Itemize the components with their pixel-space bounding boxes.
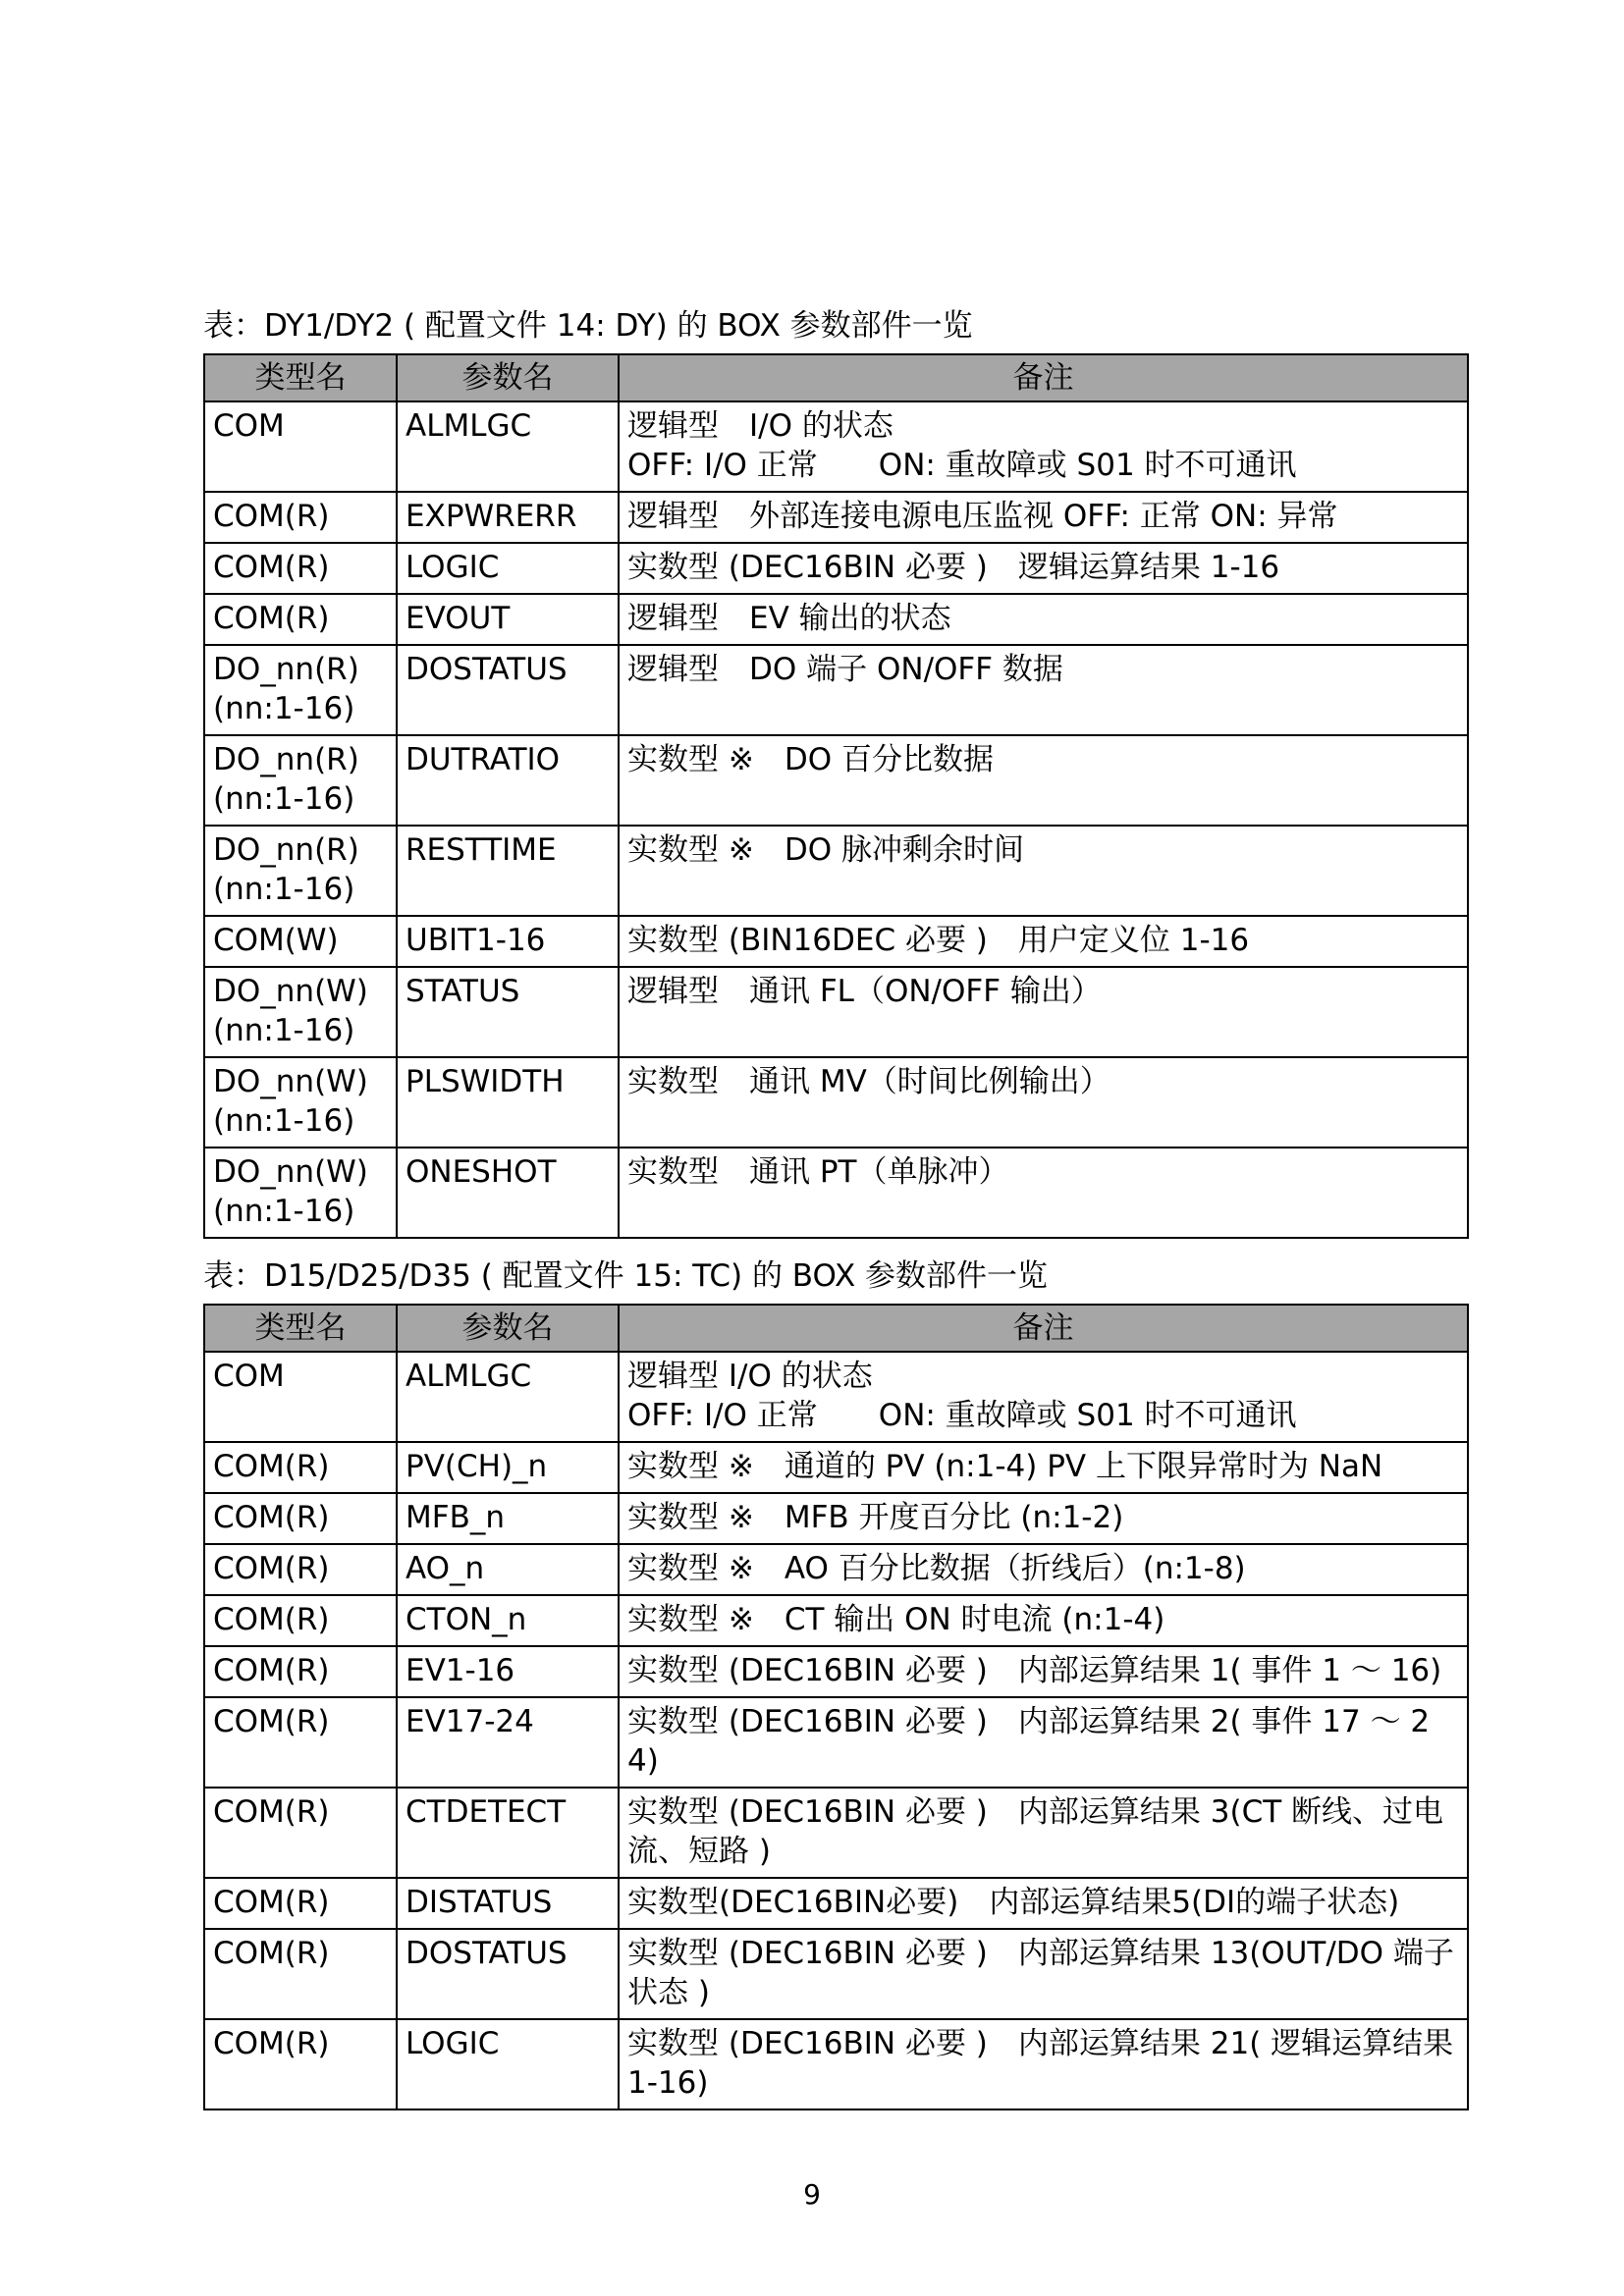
type-name-cell-text-line2: (nn:1-16) [213,1194,355,1229]
type-name-cell-text: COM(R) [213,1794,330,1830]
type-name-cell [204,1148,397,1238]
table-row [204,1788,1468,1878]
remarks-cell-text: 逻辑型 EV 输出的状态 [627,601,951,636]
remarks-cell-text-line2: OFF: I/O 正常 ON: 重故障或 S01 时不可通讯 [627,448,1297,483]
type-name-cell-text: COM(R) [213,1653,330,1688]
remarks-cell-text: 实数型 (DEC16BIN 必要 ) 内部运算结果 21( 逻辑运算结果 1-16) [627,2026,1464,2101]
type-name-cell-text: DO_nn(W) [213,974,368,1009]
param-name-cell-text: PV(CH)_n [406,1449,548,1484]
type-name-cell [204,1544,397,1595]
type-name-cell-text: COM(R) [213,550,330,585]
table-row [204,401,1468,492]
type-name-cell-text: DO_nn(R) [213,832,359,868]
param-name-cell [397,1878,619,1929]
table-row [204,967,1468,1057]
remarks-cell [619,735,1468,826]
remarks-cell [619,1595,1468,1646]
remarks-cell-text: 逻辑型 外部连接电源电压监视 OFF: 正常 ON: 异常 [627,499,1338,534]
param-name-cell [397,1929,619,2019]
param-name-cell [397,401,619,492]
type-name-cell-text: COM(R) [213,2026,330,2061]
remarks-cell-text: 实数型 通讯 MV（时间比例输出） [627,1064,1110,1099]
remarks-cell [619,1352,1468,1442]
table-row [204,594,1468,645]
remarks-cell [619,1646,1468,1697]
param-name-cell [397,1595,619,1646]
type-name-cell-text-line2: (nn:1-16) [213,691,355,726]
param-name-cell-text: EV1-16 [406,1653,515,1688]
remarks-cell-text: 实数型 ※ 通道的 PV (n:1-4) PV 上下限异常时为 NaN [627,1449,1383,1484]
remarks-cell-text: 逻辑型 I/O 的状态 [627,408,893,444]
param-name-cell [397,967,619,1057]
remarks-cell [619,1148,1468,1238]
remarks-cell-text: 逻辑型 DO 端子 ON/OFF 数据 [627,652,1063,687]
type-name-cell [204,1788,397,1878]
type-name-cell-text: DO_nn(R) [213,652,359,687]
type-name-cell-text: COM(R) [213,601,330,636]
param-name-cell-text: DOSTATUS [406,652,568,687]
param-name-cell [397,2019,619,2109]
remarks-cell-text: 实数型 (DEC16BIN 必要 ) 内部运算结果 1( 事件 1 ～ 16) [627,1653,1442,1688]
param-name-cell [397,492,619,543]
remarks-cell-text-line2: OFF: I/O 正常 ON: 重故障或 S01 时不可通讯 [627,1398,1297,1433]
remarks-cell [619,1929,1468,2019]
type-name-cell-text-line2: (nn:1-16) [213,872,355,907]
param-name-cell-text: LOGIC [406,2026,500,2061]
type-name-cell [204,543,397,594]
remarks-cell-text: 实数型 (DEC16BIN 必要 ) 内部运算结果 13(OUT/DO 端子状态 ) [627,1936,1454,2010]
table-row [204,645,1468,735]
remarks-cell [619,1493,1468,1544]
header-remarks: 备注 [619,354,1468,401]
type-name-cell [204,594,397,645]
type-name-cell [204,492,397,543]
tc-param-table [203,1304,1469,2110]
param-name-cell-text: RESTTIME [406,832,557,868]
table-row [204,1595,1468,1646]
param-name-cell-text: DISTATUS [406,1885,553,1920]
param-name-cell-text: UBIT1-16 [406,923,546,958]
page-number: 9 [803,2178,821,2211]
type-name-cell [204,1352,397,1442]
type-name-cell [204,826,397,916]
type-name-cell-text: COM(R) [213,1500,330,1535]
remarks-cell [619,916,1468,967]
remarks-cell [619,1442,1468,1493]
remarks-cell-text: 实数型 (DEC16BIN 必要 ) 内部运算结果 2( 事件 17 ～ 24) [627,1704,1431,1779]
type-name-cell [204,1493,397,1544]
header-remarks: 备注 [619,1305,1468,1352]
param-name-cell [397,826,619,916]
param-name-cell [397,1697,619,1788]
remarks-cell [619,1697,1468,1788]
param-name-cell-text: EV17-24 [406,1704,534,1739]
remarks-cell-text: 实数型 ※ AO 百分比数据（折线后）(n:1-8) [627,1551,1246,1586]
param-name-cell [397,1057,619,1148]
param-name-cell-text: ALMLGC [406,1359,532,1394]
table-row [204,916,1468,967]
remarks-cell [619,645,1468,735]
param-name-cell-text: LOGIC [406,550,500,585]
type-name-cell [204,1878,397,1929]
type-name-cell [204,1929,397,2019]
table-row [204,1493,1468,1544]
param-name-cell-text: CTDETECT [406,1794,567,1830]
type-name-cell [204,1442,397,1493]
remarks-cell-text: 实数型 (DEC16BIN 必要 ) 逻辑运算结果 1-16 [627,550,1280,585]
type-name-cell-text: COM(R) [213,1602,330,1637]
remarks-cell [619,1544,1468,1595]
type-name-cell-text: COM(W) [213,923,339,958]
header-type-name: 类型名 [204,354,397,401]
table-row [204,1544,1468,1595]
param-name-cell-text: AO_n [406,1551,485,1586]
param-name-cell-text: ALMLGC [406,408,532,444]
remarks-cell-text: 实数型 (BIN16DEC 必要 ) 用户定义位 1-16 [627,923,1250,958]
remarks-cell-text: 实数型 (DEC16BIN 必要 ) 内部运算结果 3(CT 断线、过电流、短路 ) [627,1794,1444,1869]
param-name-cell-text: EXPWRERR [406,499,577,534]
param-name-cell [397,1148,619,1238]
table2-caption: 表：D15/D25/D35 ( 配置文件 15: TC) 的 BOX 参数部件一览 [203,1258,1049,1294]
remarks-cell-text: 实数型 通讯 PT（单脉冲） [627,1154,1009,1190]
type-name-cell-text: COM(R) [213,1551,330,1586]
type-name-cell [204,645,397,735]
param-name-cell-text: STATUS [406,974,520,1009]
table-row [204,543,1468,594]
param-name-cell [397,735,619,826]
param-name-cell-text: MFB_n [406,1500,505,1535]
type-name-cell [204,1595,397,1646]
param-name-cell-text: DUTRATIO [406,742,561,777]
table-header-row [204,354,1468,401]
table-row [204,1057,1468,1148]
type-name-cell [204,916,397,967]
type-name-cell [204,967,397,1057]
table-row [204,2019,1468,2109]
type-name-cell [204,1646,397,1697]
remarks-cell [619,543,1468,594]
type-name-cell-text: DO_nn(R) [213,742,359,777]
header-param-name: 参数名 [397,354,619,401]
remarks-cell [619,492,1468,543]
remarks-cell-text: 实数型 ※ DO 脉冲剩余时间 [627,832,1024,868]
type-name-cell-text-line2: (nn:1-16) [213,781,355,817]
param-name-cell [397,916,619,967]
remarks-cell-text: 逻辑型 通讯 FL（ON/OFF 输出） [627,974,1102,1009]
type-name-cell-text: COM(R) [213,1885,330,1920]
param-name-cell [397,1788,619,1878]
remarks-cell [619,1878,1468,1929]
param-name-cell [397,1646,619,1697]
table-row [204,1352,1468,1442]
dy-param-table [203,353,1469,1239]
table-row [204,1929,1468,2019]
param-name-cell [397,645,619,735]
remarks-cell [619,401,1468,492]
param-name-cell [397,1544,619,1595]
remarks-cell-text: 实数型 ※ MFB 开度百分比 (n:1-2) [627,1500,1124,1535]
remarks-cell [619,1057,1468,1148]
type-name-cell [204,401,397,492]
param-name-cell-text: DOSTATUS [406,1936,568,1971]
type-name-cell-text: COM [213,408,285,444]
type-name-cell [204,1057,397,1148]
type-name-cell-text: COM(R) [213,499,330,534]
table-header-row [204,1305,1468,1352]
type-name-cell-text: COM(R) [213,1704,330,1739]
remarks-cell-text: 实数型(DEC16BIN必要) 内部运算结果5(DI的端子状态) [627,1885,1400,1920]
table-row [204,826,1468,916]
remarks-cell-text: 逻辑型 I/O 的状态 [627,1359,873,1394]
param-name-cell-text: EVOUT [406,601,511,636]
table-row [204,1878,1468,1929]
type-name-cell [204,1697,397,1788]
remarks-cell [619,2019,1468,2109]
type-name-cell-text: COM(R) [213,1936,330,1971]
type-name-cell-text-line2: (nn:1-16) [213,1103,355,1139]
param-name-cell [397,1352,619,1442]
remarks-cell [619,826,1468,916]
type-name-cell-text-line2: (nn:1-16) [213,1013,355,1048]
type-name-cell-text: DO_nn(W) [213,1154,368,1190]
param-name-cell-text: PLSWIDTH [406,1064,565,1099]
remarks-cell-text: 实数型 ※ CT 输出 ON 时电流 (n:1-4) [627,1602,1165,1637]
type-name-cell [204,735,397,826]
table-row [204,1148,1468,1238]
param-name-cell-text: CTON_n [406,1602,527,1637]
remarks-cell-text: 实数型 ※ DO 百分比数据 [627,742,994,777]
header-param-name: 参数名 [397,1305,619,1352]
param-name-cell [397,1493,619,1544]
param-name-cell [397,543,619,594]
type-name-cell-text: COM(R) [213,1449,330,1484]
remarks-cell [619,967,1468,1057]
remarks-cell [619,1788,1468,1878]
header-type-name: 类型名 [204,1305,397,1352]
type-name-cell [204,2019,397,2109]
type-name-cell-text: DO_nn(W) [213,1064,368,1099]
table-row [204,1697,1468,1788]
remarks-cell [619,594,1468,645]
table-row [204,1442,1468,1493]
param-name-cell [397,1442,619,1493]
table1-caption: 表：DY1/DY2 ( 配置文件 14: DY) 的 BOX 参数部件一览 [203,308,973,344]
type-name-cell-text: COM [213,1359,285,1394]
table-row [204,735,1468,826]
param-name-cell-text: ONESHOT [406,1154,557,1190]
table-row [204,1646,1468,1697]
table-row [204,492,1468,543]
param-name-cell [397,594,619,645]
